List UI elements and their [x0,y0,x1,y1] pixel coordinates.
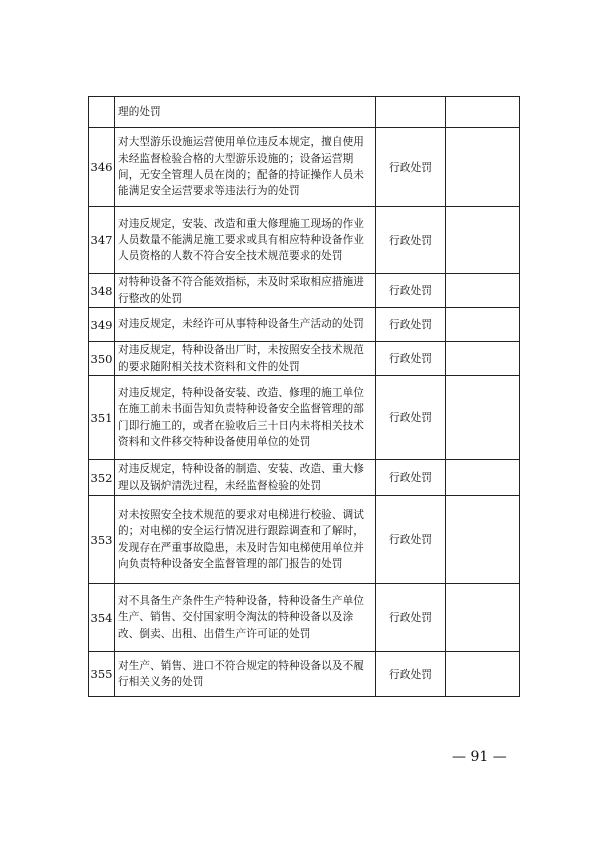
penalty-table [88,96,520,697]
table-row [89,342,520,376]
table-row [89,128,520,207]
penalty-item: 对不具备生产条件生产特种设备，特种设备生产单位生产、销售、交付国家明令淘汰的特种设备以及涂改、倒卖、出租、出借生产许可证的处罚 [115,584,376,652]
row-number: 352 [89,460,115,496]
row-number: 351 [89,376,115,460]
remarks [446,376,520,460]
row-number: 347 [89,207,115,274]
row-number: 354 [89,584,115,652]
penalty-item: 对违反规定，安装、改造和重大修理施工现场的作业人员数量不能满足施工要求或具有相应特种设备作业人员资格的人数不符合安全技术规范要求的处罚 [115,207,376,274]
remarks [446,584,520,652]
remarks [446,496,520,584]
category: 行政处罚 [376,652,446,697]
category: 行政处罚 [376,128,446,207]
category: 行政处罚 [376,460,446,496]
row-number: 350 [89,342,115,376]
remarks [446,207,520,274]
table-row [89,376,520,460]
row-number: 355 [89,652,115,697]
page-number: — 91 — [452,749,507,765]
penalty-item: 对生产、销售、进口不符合规定的特种设备以及不履行相关义务的处罚 [115,652,376,697]
category: 行政处罚 [376,376,446,460]
category: 行政处罚 [376,496,446,584]
remarks [446,308,520,342]
penalty-item: 对违反规定，特种设备出厂时，未按照安全技术规范的要求随附相关技术资料和文件的处罚 [115,342,376,376]
remarks [446,342,520,376]
table-row [89,308,520,342]
table-row [89,584,520,652]
row-number: 353 [89,496,115,584]
category: 行政处罚 [376,342,446,376]
category: 行政处罚 [376,308,446,342]
remarks [446,652,520,697]
table-row [89,652,520,697]
table-row [89,207,520,274]
remarks [446,274,520,308]
penalty-item: 理的处罚 [115,97,376,128]
penalty-item: 对未按照安全技术规范的要求对电梯进行校验、调试的；对电梯的安全运行情况进行跟踪调查和了解时，发现存在严重事故隐患，未及时告知电梯使用单位并向负责特种设备安全监督管理的部门报告的处罚 [115,496,376,584]
category [376,97,446,128]
remarks [446,97,520,128]
penalty-item: 对违反规定，特种设备安装、改造、修理的施工单位在施工前未书面告知负责特种设备安全监督管理的部门即行施工的，或者在验收后三十日内未将相关技术资料和文件移交特种设备使用单位的处罚 [115,376,376,460]
category: 行政处罚 [376,207,446,274]
row-number [89,97,115,128]
table-row [89,460,520,496]
penalty-item: 对特种设备不符合能效指标，未及时采取相应措施进行整改的处罚 [115,274,376,308]
row-number: 346 [89,128,115,207]
category: 行政处罚 [376,584,446,652]
table-row [89,274,520,308]
row-number: 348 [89,274,115,308]
penalty-item: 对大型游乐设施运营使用单位违反本规定，擅自使用未经监督检验合格的大型游乐设施的；设备运营期间，无安全管理人员在岗的；配备的持证操作人员未能满足安全运营要求等违法行为的处罚 [115,128,376,207]
penalty-item: 对违反规定，特种设备的制造、安装、改造、重大修理以及锅炉清洗过程，未经监督检验的处罚 [115,460,376,496]
remarks [446,128,520,207]
penalty-item: 对违反规定，未经许可从事特种设备生产活动的处罚 [115,308,376,342]
table-row [89,97,520,128]
table-row [89,496,520,584]
category: 行政处罚 [376,274,446,308]
remarks [446,460,520,496]
row-number: 349 [89,308,115,342]
